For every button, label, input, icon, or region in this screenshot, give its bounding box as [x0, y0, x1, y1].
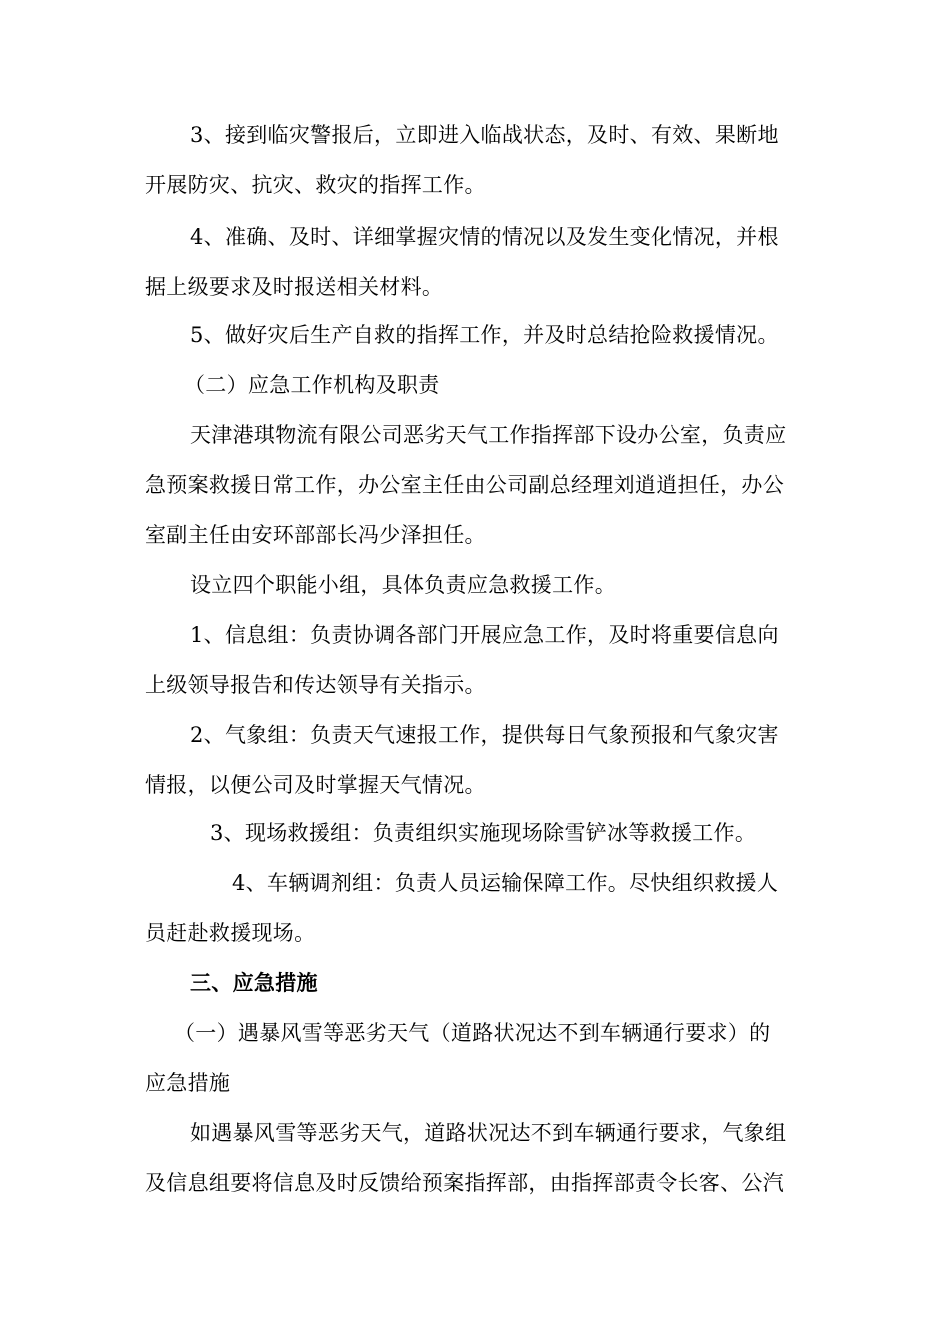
section-heading: 三、应急措施 [190, 970, 318, 995]
section-subheading: （一）遇暴风雪等恶劣天气（道路状况达不到车辆通行要求）的 [174, 1021, 771, 1045]
paragraph-line: 5、做好灾后生产自救的指挥工作，并及时总结抢险救援情况。 [190, 323, 779, 347]
paragraph-line: 开展防灾、抗灾、救灾的指挥工作。 [145, 173, 486, 197]
section-subheading: （二）应急工作机构及职责 [184, 373, 440, 397]
section-subheading-continued: 应急措施 [145, 1071, 231, 1095]
paragraph-line: 情报，以便公司及时掌握天气情况。 [145, 773, 486, 797]
paragraph-line: 天津港琪物流有限公司恶劣天气工作指挥部下设办公室，负责应 [190, 423, 787, 447]
paragraph-line: 据上级要求及时报送相关材料。 [145, 275, 444, 299]
paragraph-line: 4、准确、及时、详细掌握灾情的情况以及发生变化情况，并根 [190, 225, 779, 249]
paragraph-line: 上级领导报告和传达领导有关指示。 [145, 673, 486, 697]
paragraph-line: 3、现场救援组：负责组织实施现场除雪铲冰等救援工作。 [210, 821, 757, 845]
paragraph-line: 1、信息组：负责协调各部门开展应急工作，及时将重要信息向 [190, 623, 779, 647]
paragraph-line: 室副主任由安环部部长冯少泽担任。 [145, 523, 486, 547]
paragraph-line: 4、车辆调剂组：负责人员运输保障工作。尽快组织救援人 [232, 871, 779, 895]
paragraph-line: 员赶赴救援现场。 [145, 921, 316, 945]
paragraph-line: 及信息组要将信息及时反馈给预案指挥部，由指挥部责令长客、公汽 [145, 1171, 784, 1195]
paragraph-line: 设立四个职能小组，具体负责应急救援工作。 [190, 573, 616, 597]
paragraph-line: 急预案救援日常工作，办公室主任由公司副总经理刘逍逍担任，办公 [145, 473, 784, 497]
paragraph-line: 2、气象组：负责天气速报工作，提供每日气象预报和气象灾害 [190, 723, 779, 747]
paragraph-line: 如遇暴风雪等恶劣天气，道路状况达不到车辆通行要求，气象组 [190, 1121, 787, 1145]
paragraph-line: 3、接到临灾警报后，立即进入临战状态，及时、有效、果断地 [190, 123, 779, 147]
